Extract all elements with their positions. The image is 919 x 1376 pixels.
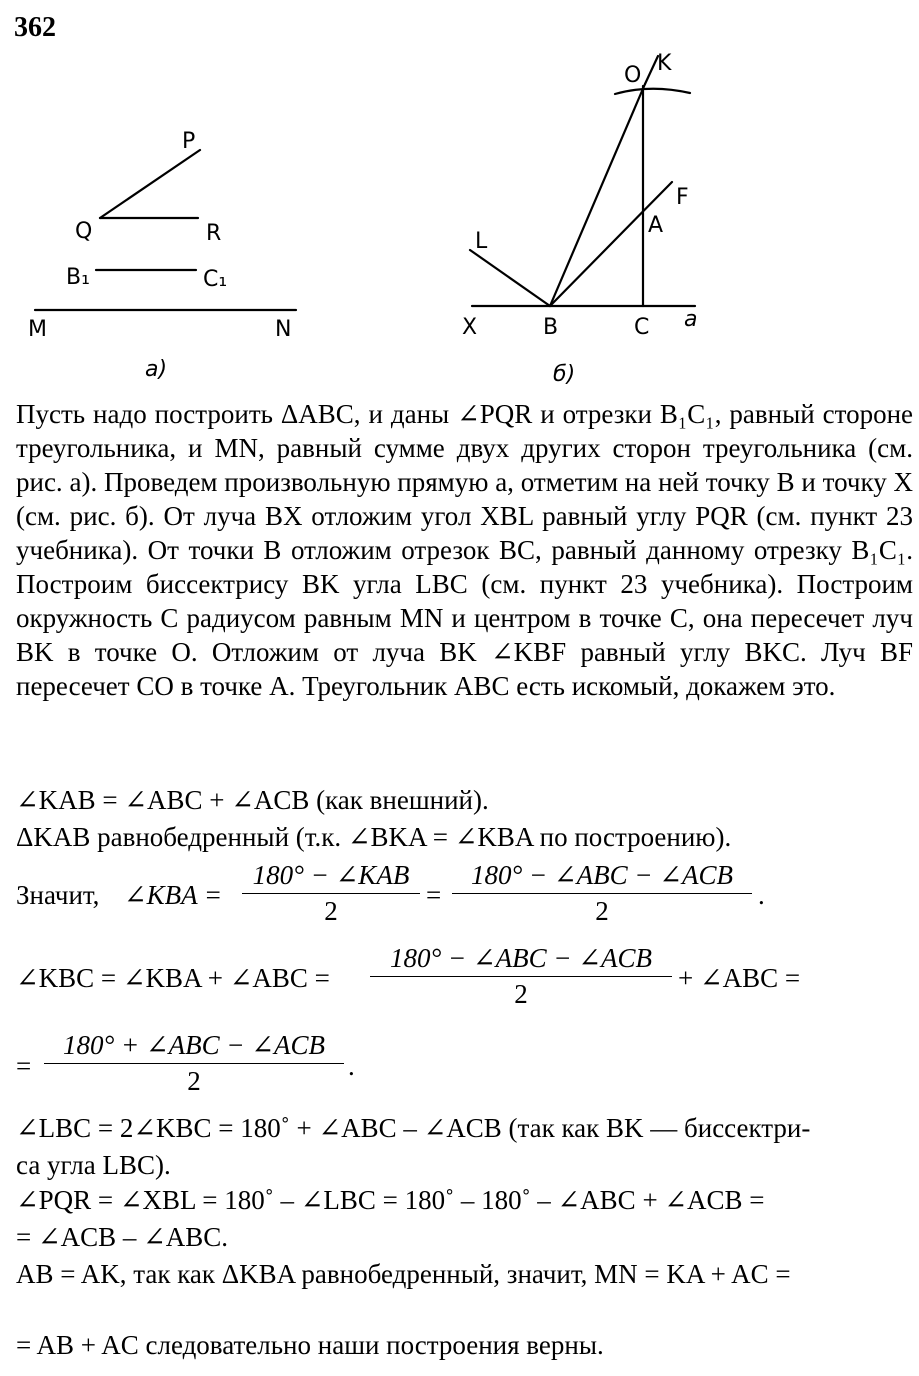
label-q: Q [75,219,93,244]
eq3-denominator: 2 [187,1066,201,1096]
label-c1: C₁ [203,267,228,292]
figure-a-labels [28,129,291,382]
eq2-numerator: 180° − ∠ABC − ∠ACB [370,943,672,977]
statement-lbc-cont: са угла LBC). [16,1150,171,1180]
statement-ab-ak: AB = AK, так как ΔKBA равнобедренный, значит, MN = KA + AC = [16,1259,791,1289]
eq3-lhs: = [16,1051,32,1081]
label-n: N [275,317,292,342]
eq1-f1-numerator: 180° − ∠KAB [242,860,420,894]
figure-b-labels [462,51,697,387]
label-x: X [462,315,478,340]
label-m: M [28,317,47,342]
statement-lbc: ∠LBC = 2∠KBC = 180˚ + ∠ABC – ∠ACB (так как BK — биссектри- [16,1113,811,1143]
eq2-rhs: + ∠ABC = [678,963,801,993]
label-c: C [634,315,650,340]
ray-bl [470,250,550,306]
conclusion: = AB + AC следовательно наши построения верны. [16,1330,604,1360]
ray-bk [550,84,645,306]
label-b1: B₁ [66,265,90,290]
eq1-f1-denominator: 2 [324,896,338,926]
label-k: K [657,51,672,76]
label-line-a: a [684,307,698,332]
eq1-lhs: ∠KBA = [124,880,223,910]
eq2-fraction [370,943,672,1010]
label-r: R [206,221,222,246]
construction-figures [0,0,919,395]
eq3-fraction [44,1030,344,1097]
solution-paragraph: Пусть надо построить ΔABC, и даны ∠PQR и отрезки B₁C₁, равный стороне треугольника, и MN, равный сумме двух других сторон треугольника (см. рис. а). Проведем произвольную прямую a, отметим на ней точку B и точку X (см. рис. б). От луча BX отложим угол XBL равный углу PQR (см. пункт 23 учебника). От точки B отложим отрезок BC, равный данному отрезку B₁C₁. Построим биссектрису BK угла LBC (см. пункт 23 учебника). Построим окружность C радиусом равным MN и центром в точке C, она пересечет луч BK в точке O. Отложим от луча BK ∠KBF равный углу BKC. Луч BF пересечет CO в точке A. Треугольник ABC есть искомый, докажем это. [16,399,913,701]
ray-bf [550,182,672,306]
statement-pqr: ∠PQR = ∠XBL = 180˚ – ∠LBC = 180˚ – 180˚ – ∠ABC + ∠ACB = [16,1185,765,1215]
label-b: B [543,315,559,340]
label-o: O [624,63,642,88]
eq3-numerator: 180° + ∠ABC − ∠ACB [44,1030,344,1064]
eq3-end: . [348,1051,355,1081]
eq1-equals: = [426,880,442,910]
eq1-fraction-1 [242,860,420,927]
eq1-f2-numerator: 180° − ∠ABC − ∠ACB [452,860,752,894]
eq2-denominator: 2 [514,979,528,1009]
statement-isosceles: ΔKAB равнобедренный (т.к. ∠BKA = ∠KBA по построению). [16,822,732,852]
eq1-fraction-2 [452,860,752,927]
eq1-f2-denominator: 2 [595,896,609,926]
figure-b [470,56,695,306]
arc-center-c [615,89,690,94]
label-p: P [182,129,196,154]
statement-pqr-cont: = ∠ACB – ∠ABC. [16,1222,229,1252]
label-f: F [676,185,689,210]
eq1-end: . [758,880,765,910]
statement-kab: ∠KAB = ∠ABC + ∠ACB (как внешний). [16,785,489,815]
caption-b: б) [553,362,576,387]
label-a: A [648,213,664,238]
eq1-prefix: Значит, [16,880,100,910]
ray-qp [100,150,200,218]
label-l: L [475,229,488,254]
eq2-lhs: ∠KBC = ∠KBA + ∠ABC = [16,963,330,993]
caption-a: а) [145,357,168,382]
problem-number: 362 [14,12,56,43]
